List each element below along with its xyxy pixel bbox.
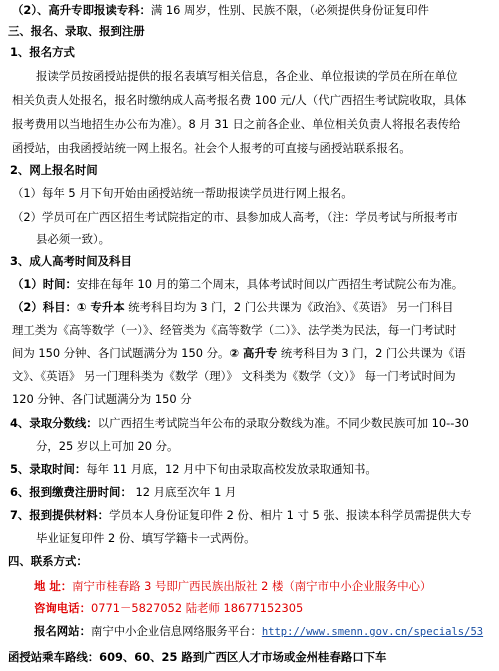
text-high-to-college: 满 16 周岁，性别、民族不限，（必须提供身份证复印件 bbox=[150, 3, 429, 17]
text-materials: 学员本人身份证复印件 2 份、相片 1 寸 5 张、报读本科学员需提供大专 bbox=[109, 508, 472, 522]
heading-registration-method: 1、报名方式 bbox=[10, 45, 75, 59]
para-exam-subjects-4: 文》、《英语》 另一门理科类为《数学（理）》 文科类为《数学（文）》 每一门考试时间为 bbox=[12, 369, 456, 383]
value-phone: 0771－5827052 陆老师 18677152305 bbox=[90, 601, 304, 615]
text-exam-subjects-3b: 统考科目为 3 门，2 门公共课为《语 bbox=[277, 346, 466, 360]
para-materials-2: 毕业证复印件 2 份、填写学籍卡一式两份。 bbox=[36, 531, 256, 545]
label-high-to-college: （2）、高升专即报读专科： bbox=[12, 3, 151, 17]
value-address: 南宁市桂春路 3 号即广西民族出版社 2 楼（南宁市中小企业服务中心） bbox=[72, 579, 432, 593]
heading-section-3: 三、报名、录取、报到注册 bbox=[8, 24, 145, 38]
text-bus-route: 609、60、25 路到广西区人才市场或金州桂春路口下车 bbox=[99, 650, 387, 664]
label-upgrade-bachelor: ① 专升本 bbox=[76, 300, 125, 314]
heading-exam-time: 3、成人高考时间及科目 bbox=[10, 254, 132, 268]
para-online-2: （2）学员可在广西区招生考试院指定的市、县参加成人高考，（注：学员考试与所报考市 bbox=[12, 210, 458, 224]
label-bus-route: 函授站乘车路线： bbox=[8, 650, 100, 664]
para-exam-subjects-2: 理工类为《高等数学（一）》、经管类为《高等数学（二）》、法学类为民法，每一门考试时 bbox=[12, 323, 457, 337]
label-exam-subjects: （2）科目： bbox=[12, 300, 77, 314]
para-exam-time bbox=[12, 274, 463, 295]
website-link[interactable]: http://www.smenn.gov.cn/specials/53 bbox=[261, 626, 484, 638]
para-admission-score bbox=[10, 413, 469, 434]
para-materials bbox=[10, 505, 471, 526]
contact-address bbox=[34, 576, 431, 597]
para-registration-2: 相关负责人处报名，报名时缴纳成人高考报名费 100 元/人（代广西招生考试院收取，具体 bbox=[12, 93, 467, 107]
bus-route-line bbox=[8, 647, 386, 668]
para-exam-subjects-5: 120 分钟、各门试题满分为 150 分 bbox=[12, 392, 192, 406]
label-address: 地 址： bbox=[34, 579, 73, 593]
para-registration-time bbox=[10, 482, 236, 503]
heading-online-time: 2、网上报名时间 bbox=[10, 163, 98, 177]
para-admission-time bbox=[10, 459, 377, 480]
label-materials: 7、报到提供材料： bbox=[10, 508, 110, 522]
label-admission-score: 4、录取分数线： bbox=[10, 416, 98, 430]
label-phone: 咨询电话： bbox=[34, 601, 91, 615]
label-website: 报名网站： bbox=[34, 624, 91, 638]
text-website: 南宁中小企业信息网络服务平台： bbox=[90, 624, 262, 638]
label-registration-time: 6、报到缴费注册时间： bbox=[10, 485, 132, 499]
text-exam-subjects-1: 统考科目均为 3 门，2 门公共课为《政治》、《英语》 另一门科目 bbox=[124, 300, 454, 314]
text-exam-subjects-3a: 间为 150 分钟、各门试题满分为 150 分。 bbox=[12, 346, 230, 360]
text-exam-time: 安排在每年 10 月的第二个周末，具体考试时间以广西招生考试院公布为准。 bbox=[76, 277, 464, 291]
para-registration-3: 报考费用以当地招生办公布为准）。8 月 31 日之前各企业、单位相关负责人将报名表传给 bbox=[12, 117, 461, 131]
label-admission-time: 5、录取时间： bbox=[10, 462, 87, 476]
para-exam-subjects-1 bbox=[12, 297, 453, 318]
para-registration-1: 报读学员按函授站提供的报名表填写相关信息，各企业、单位报读的学员在所在单位 bbox=[36, 69, 458, 83]
text-registration-time: 12 月底至次年 1 月 bbox=[131, 485, 237, 499]
text-admission-time: 每年 11 月底，12 月中下旬由录取高校发放录取通知书。 bbox=[86, 462, 377, 476]
para-registration-4: 函授站，由我函授站统一网上报名。社会个人报考的可直接与函授站联系报名。 bbox=[12, 141, 411, 155]
contact-phone bbox=[34, 598, 303, 619]
para-high-to-college bbox=[12, 0, 429, 21]
para-online-3: 县必须一致）。 bbox=[36, 232, 111, 246]
para-online-1: （1）每年 5 月下旬开始由函授站统一帮助报读学员进行网上报名。 bbox=[12, 186, 353, 200]
para-admission-score-2: 分，25 岁以上可加 20 分。 bbox=[36, 439, 179, 453]
para-exam-subjects-3 bbox=[12, 343, 466, 364]
label-high-to-college-exam: ② 高升专 bbox=[229, 346, 278, 360]
label-exam-time: （1）时间： bbox=[12, 277, 77, 291]
website-line bbox=[34, 621, 483, 643]
heading-contact: 四、联系方式： bbox=[8, 554, 88, 568]
text-admission-score: 以广西招生考试院当年公布的录取分数线为准。不同少数民族可加 10--30 bbox=[97, 416, 469, 430]
